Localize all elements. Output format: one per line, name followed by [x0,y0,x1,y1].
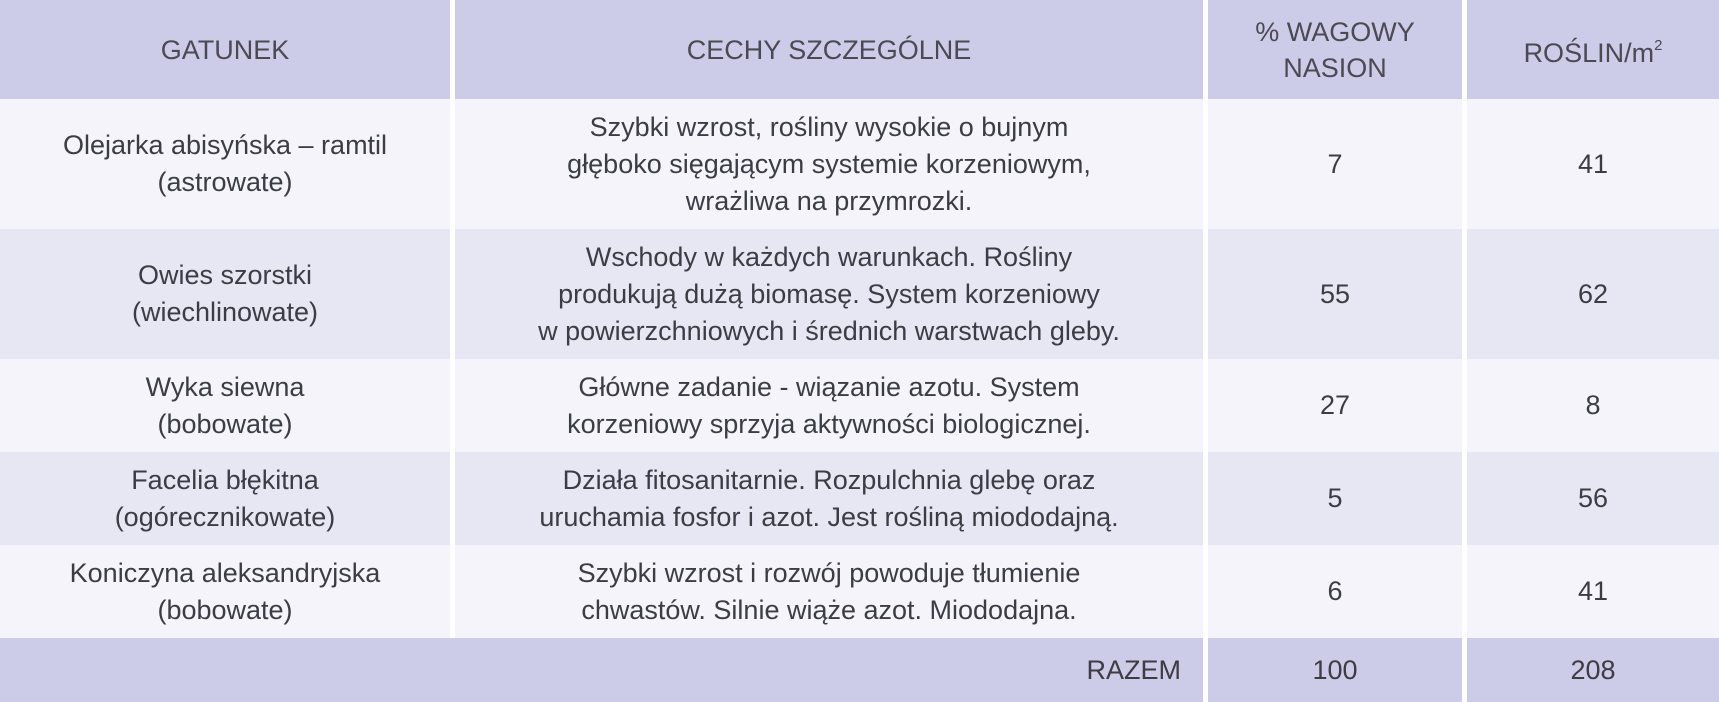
plants-per-m2-cell: 41 [1467,99,1719,229]
features-line: chwastów. Silnie wiąże azot. Miododajna. [581,594,1077,625]
table-row [0,359,1719,452]
features-line: uruchamia fosfor i azot. Jest rośliną miododajną. [539,501,1119,532]
plants-per-m2-cell: 62 [1467,229,1719,359]
weight-percent-cell: 55 [1208,229,1467,359]
header-features-label: CECHY SZCZEGÓLNE [686,34,972,65]
species-name: Owies szorstki [137,260,313,290]
header-plants-sup: 2 [1654,37,1663,54]
totals-label: RAZEM [0,638,1208,702]
header-plants-label: ROŚLIN/m [1523,38,1655,68]
plants-per-m2-cell: 41 [1467,545,1719,638]
weight-percent-cell: 27 [1208,359,1467,452]
total-plants-per-m2: 208 [1467,638,1719,702]
table-header [0,0,1719,99]
table-body [0,99,1719,638]
features-line: produkują dużą biomasę. System korzeniowy [558,278,1100,309]
species-family: (ogórecznikowate) [114,501,336,532]
species-cell [0,545,455,638]
header-weight-line2: NASION [1283,52,1387,83]
species-name: Olejarka abisyńska – ramtil [62,130,388,160]
totals-row [0,638,1719,702]
header-weight-percent [1208,0,1467,99]
features-line: Szybki wzrost, rośliny wysokie o bujnym [589,111,1069,142]
species-name: Facelia błękitna [131,464,319,495]
features-line: Wschody w każdych warunkach. Rośliny [585,241,1073,272]
header-features [455,0,1208,99]
features-cell [455,545,1208,638]
weight-percent-cell: 6 [1208,545,1467,638]
features-cell [455,99,1208,229]
features-cell [455,452,1208,545]
weight-percent-cell: 7 [1208,99,1467,229]
weight-percent-cell: 5 [1208,452,1467,545]
species-family: (bobowate) [157,408,293,439]
header-weight-line1: % WAGOWY [1255,16,1415,47]
header-species-label: GATUNEK [160,34,290,65]
species-cell [0,359,455,452]
species-family: (wiechlinowate) [131,297,319,327]
species-cell [0,99,455,229]
species-cell [0,452,455,545]
features-line: wrażliwa na przymrozki. [685,185,973,216]
table-row [0,452,1719,545]
table-row [0,99,1719,229]
features-line: Działa fitosanitarnie. Rozpulchnia glebę oraz [562,464,1096,495]
features-cell [455,229,1208,359]
species-cell [0,229,455,359]
table-footer [0,638,1719,702]
features-line: Szybki wzrost i rozwój powoduje tłumienie [577,557,1081,588]
features-cell [455,359,1208,452]
species-name: Wyka siewna [145,371,305,402]
header-row [0,0,1719,99]
species-family: (bobowate) [157,594,293,625]
table-row [0,545,1719,638]
features-line: w powierzchniowych i średnich warstwach gleby. [538,315,1120,346]
species-name: Koniczyna aleksandryjska [69,557,381,588]
features-line: korzeniowy sprzyja aktywności biologicznej. [567,408,1091,439]
features-line: Główne zadanie - wiązanie azotu. System [578,371,1080,402]
features-line: głęboko sięgającym systemie korzeniowym, [567,148,1091,179]
header-plants-per-m2 [1467,0,1719,99]
header-species [0,0,455,99]
table-row [0,229,1719,359]
species-family: (astrowate) [157,167,293,197]
plants-per-m2-cell: 56 [1467,452,1719,545]
plants-per-m2-cell: 8 [1467,359,1719,452]
total-weight-percent: 100 [1208,638,1467,702]
